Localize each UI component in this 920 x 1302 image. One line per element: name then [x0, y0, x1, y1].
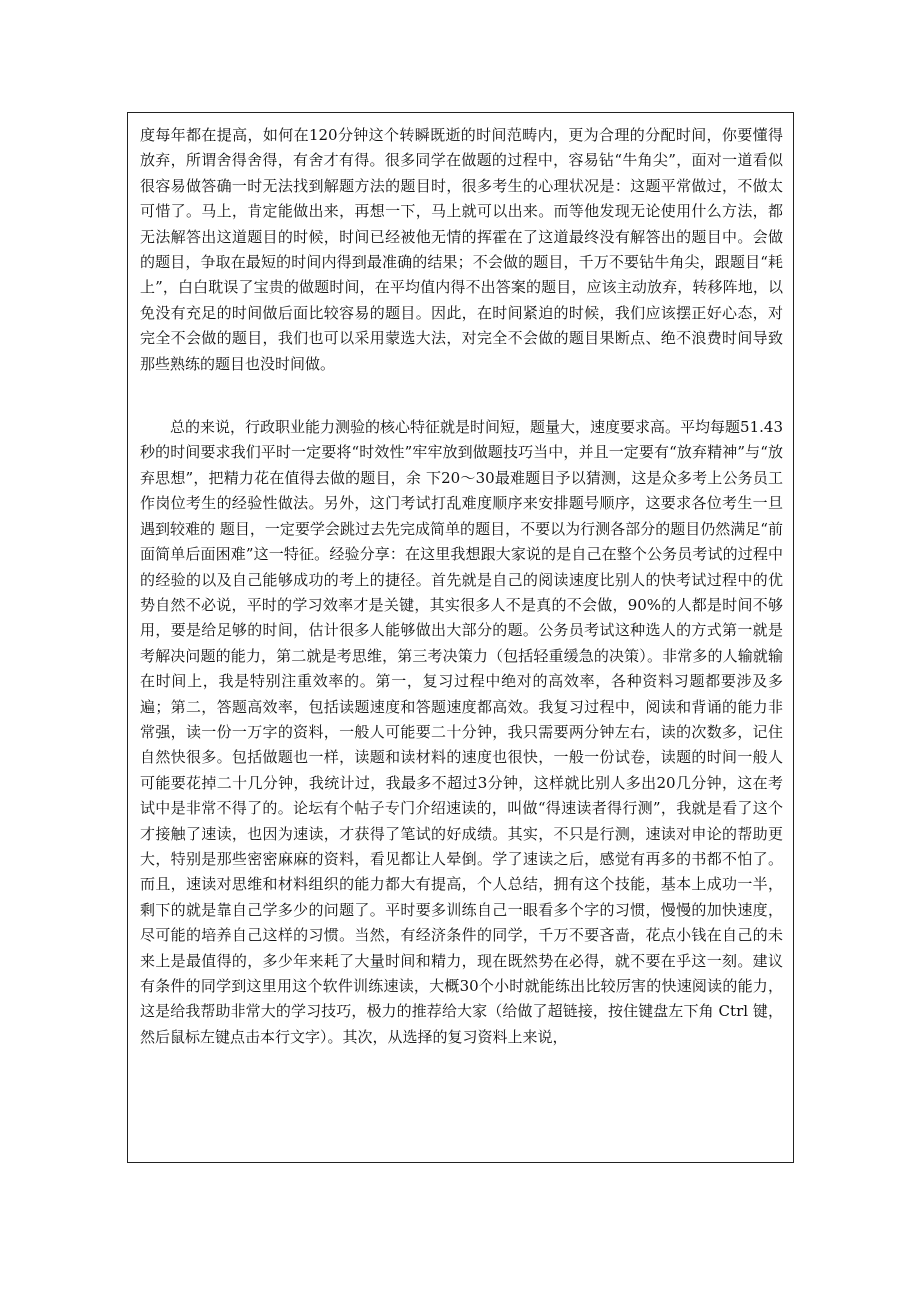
document-body — [140, 123, 783, 1050]
paragraph-gap — [140, 377, 783, 415]
page-frame — [127, 112, 794, 1163]
paragraph-summary-experience: 总的来说，行政职业能力测验的核心特征就是时间短，题量大，速度要求高。平均每题51.43秒的时间要求我们平时一定要将“时效性”牢牢放到做题技巧当中，并且一定要有“放弃精神”与“放弃思想”，把精力花在值得去做的题目，余 下20～30最难题目予以猜测，这是众多考上公务员工作岗位考生的经验性做法。另外，这门考试打乱难度顺序来安排题号顺序，这要求各位考生一旦遇到较难的 题目，一定要学会跳过去先完成简单的题目，不要以为行测各部分的题目仍然满足“前面简单后面困难”这一特征。经验分享：在这里我想跟大家说的是自己在整个公务员考试的过程中的经验的以及自己能够成功的考上的捷径。首先就是自己的阅读速度比别人的快考试过程中的优势自然不必说，平时的学习效率才是关键，其实很多人不是真的不会做，90%的人都是时间不够用，要是给足够的时间，估计很多人能够做出大部分的题。公务员考试这种选人的方式第一就是考解决问题的能力，第二就是考思维，第三考决策力（包括轻重缓急的决策）。非常多的人输就输在时间上，我是特别注重效率的。第一，复习过程中绝对的高效率，各种资料习题都要涉及多遍；第二，答题高效率，包括读题速度和答题速度都高效。我复习过程中，阅读和背诵的能力非常强，读一份一万字的资料，一般人可能要二十分钟，我只需要两分钟左右，读的次数多，记住自然快很多。包括做题也一样，读题和读材料的速度也很快，一般一份试卷，读题的时间一般人可能要花掉二十几分钟，我统计过，我最多不超过3分钟，这样就比别人多出20几分钟，这在考试中是非常不得了的。论坛有个帖子专门介绍速读的，叫做“得速读者得行测”，我就是看了这个才接触了速读，也因为速读，才获得了笔试的好成绩。其实，不只是行测，速读对申论的帮助更大，特别是那些密密麻麻的资料，看见都让人晕倒。学了速读之后，感觉有再多的书都不怕了。而且，速读对思维和材料组织的能力都大有提高，个人总结，拥有这个技能，基本上成功一半，剩下的就是靠自己学多少的问题了。平时要多训练自己一眼看多个字的习惯，慢慢的加快速度，尽可能的培养自己这样的习惯。当然，有经济条件的同学，千万不要吝啬，花点小钱在自己的未来上是最值得的，多少年来耗了大量时间和精力，现在既然势在必得，就不要在乎这一刻。建议有条件的同学到这里用这个软件训练速读，大概30个小时就能练出比较厉害的快速阅读的能力，这是给我帮助非常大的学习技巧，极力的推荐给大家（给做了超链接，按住键盘左下角 Ctrl 键，然后鼠标左键点击本行文字）。其次，从选择的复习资料上来说， — [140, 418, 783, 1046]
paragraph-time-allocation: 度每年都在提高，如何在120分钟这个转瞬既逝的时间范畴内，更为合理的分配时间，你要懂得放弃，所谓舍得舍得，有舍才有得。很多同学在做题的过程中，容易钻“牛角尖”，面对一道看似很容易做答确一时无法找到解题方法的题目时，很多考生的心理状况是：这题平常做过，不做太可惜了。马上，肯定能做出来，再想一下，马上就可以出来。而等他发现无论使用什么方法，都无法解答出这道题目的时候，时间已经被他无情的挥霍在了这道最终没有解答出的题目中。会做的题目，争取在最短的时间内得到最准确的结果；不会做的题目，千万不要钻牛角尖，跟题目“耗上”，白白耽误了宝贵的做题时间，在平均值内得不出答案的题目，应该主动放弃，转移阵地，以免没有充足的时间做后面比较容易的题目。因此，在时间紧迫的时候，我们应该摆正好心态，对完全不会做的题目，我们也可以采用蒙选大法，对完全不会做的题目果断点、绝不浪费时间导致那些熟练的题目也没时间做。 — [140, 126, 783, 373]
